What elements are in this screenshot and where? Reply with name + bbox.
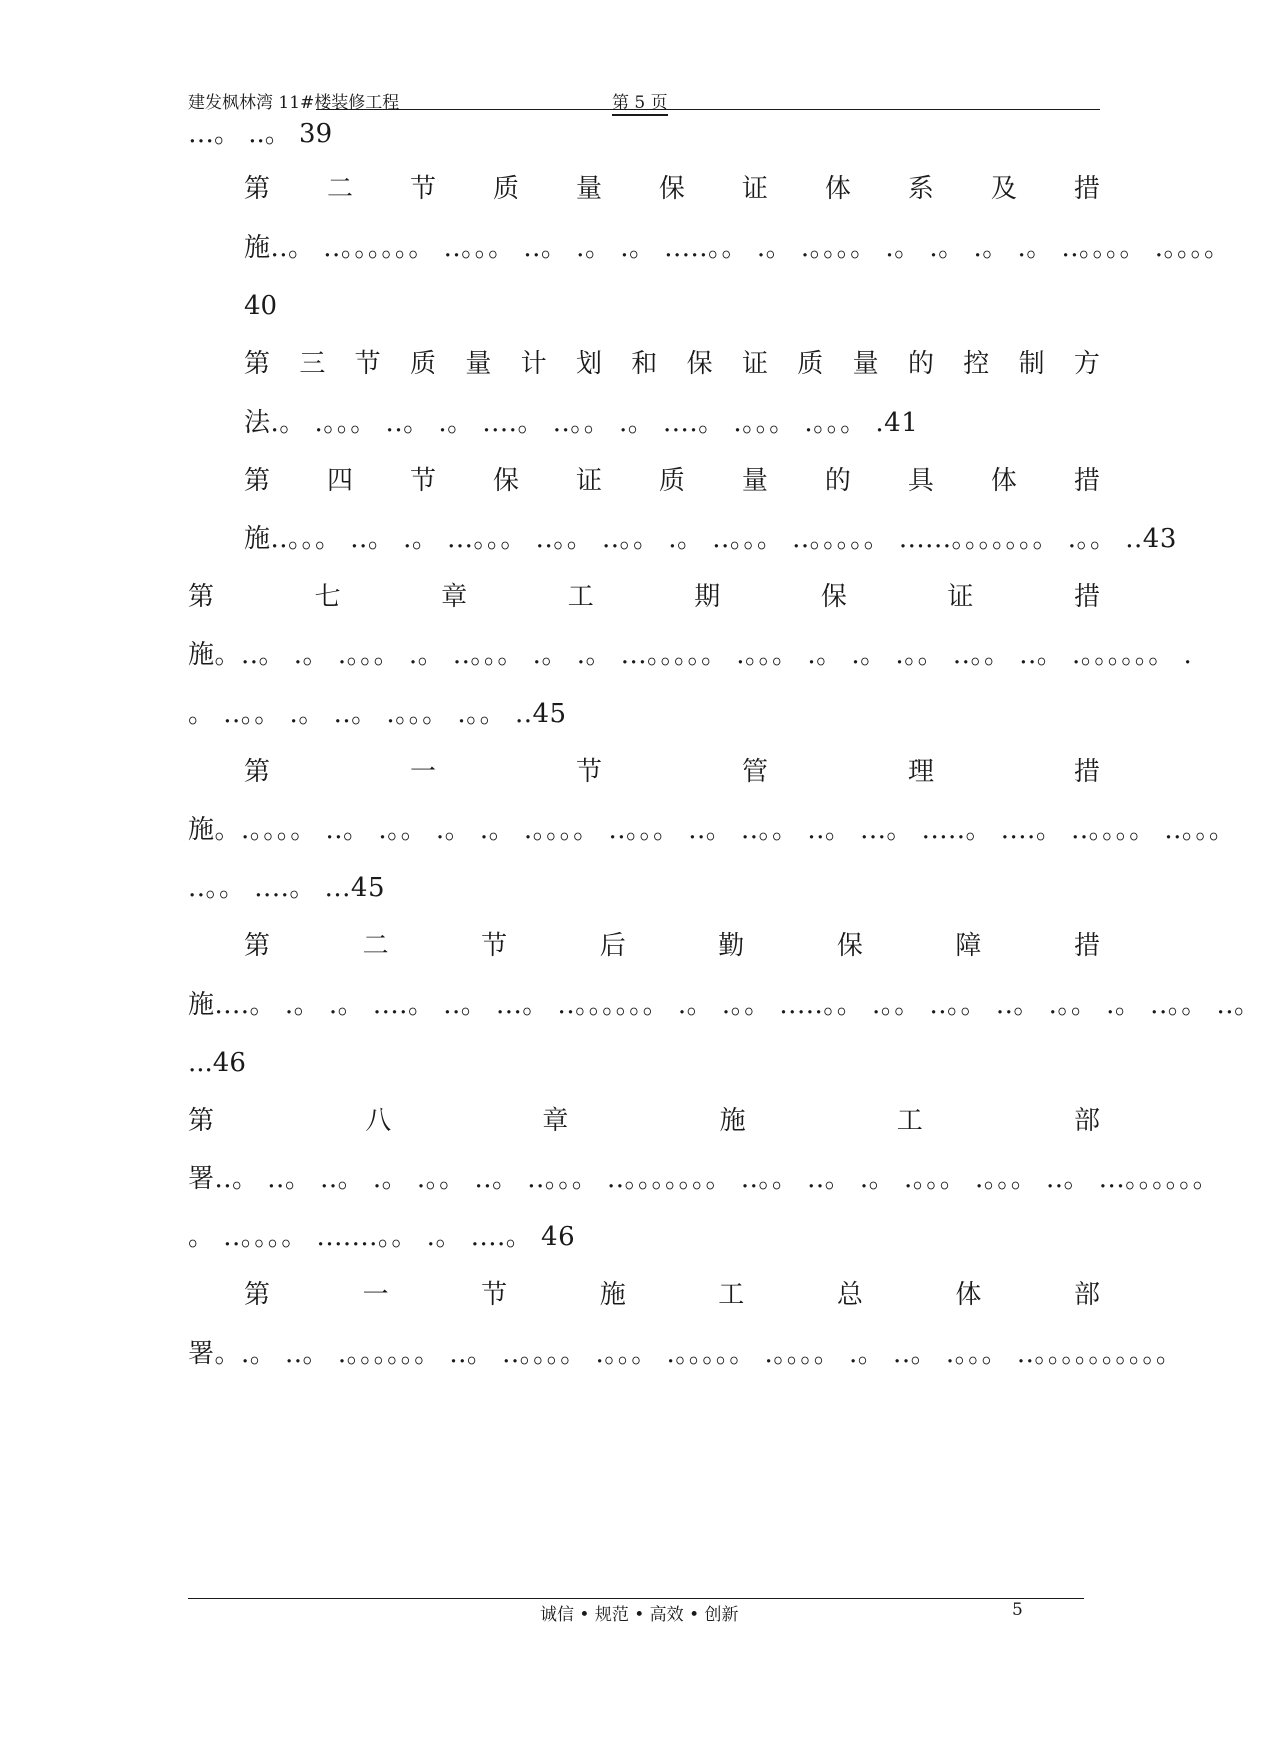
toc-leader-line: 署..。 ..。 ..。 .。 .。。 ..。 ..。。。 ..。。。。。。。 ..。。 ..。 .。 .。。。 .。。。 ..。 ...。。。。。。	[188, 1164, 1220, 1194]
toc-heading-char: 措	[1073, 466, 1100, 496]
toc-heading-char: 制	[1018, 349, 1045, 379]
toc-heading-char: 第	[188, 582, 215, 612]
toc-leader-line: 法.。 .。。。 ..。 .。 ....。 ..。。 .。 ....。 .。。。 .。。。 .41	[244, 408, 919, 438]
toc-heading-char: 证	[947, 582, 974, 612]
toc-heading-char: 的	[907, 349, 934, 379]
toc-heading-line	[244, 1275, 1100, 1315]
toc-heading-char: 八	[365, 1106, 392, 1136]
toc-heading-char: 量	[741, 466, 768, 496]
footer-page-number: 5	[1012, 1600, 1023, 1620]
toc-heading-char: 期	[694, 582, 721, 612]
toc-heading-char: 施	[719, 1106, 746, 1136]
toc-heading-line	[244, 169, 1100, 209]
toc-heading-char: 施	[599, 1280, 626, 1310]
toc-heading-char: 节	[481, 931, 508, 961]
toc-heading-char: 保	[820, 582, 847, 612]
toc-leader-line: 署。.。 ..。 .。。。。。。 ..。 ..。。。。 .。。。 .。。。。。 .。。。。 .。 ..。 .。。。 ..。。。。。。。。。。	[188, 1339, 1183, 1369]
toc-heading-char: 方	[1073, 349, 1100, 379]
toc-heading-char: 章	[441, 582, 468, 612]
toc-heading-char: 二	[326, 174, 353, 204]
toc-heading-char: 和	[631, 349, 658, 379]
toc-heading-char: 总	[836, 1280, 863, 1310]
footer-motto: 诚信 • 规范 • 高效 • 创新	[540, 1605, 739, 1625]
toc-leader-line: 施..。。。 ..。 .。 ...。。。 ..。。 ..。。 .。 ..。。。 ..。。。。。 ......。。。。。。。 .。。 ..43	[244, 524, 1177, 554]
toc-heading-char: 计	[520, 349, 547, 379]
toc-heading-char: 部	[1073, 1106, 1100, 1136]
toc-leader-line: 施....。 .。 .。 ....。 ..。 ...。 ..。。。。。。 .。 .。。 .....。。 .。。 ..。。 ..。 .。。 .。 ..。。 ..。	[188, 990, 1261, 1020]
toc-heading-char: 及	[990, 174, 1017, 204]
toc-heading-char: 工	[718, 1280, 745, 1310]
toc-heading-char: 措	[1073, 757, 1100, 787]
toc-heading-char: 四	[326, 466, 353, 496]
toc-heading-line	[244, 461, 1100, 501]
toc-line: …。 ..。 39	[188, 119, 333, 149]
toc-heading-char: 第	[188, 1106, 215, 1136]
toc-heading-char: 措	[1073, 582, 1100, 612]
header-project-title: 建发枫林湾 11#楼装修工程	[188, 93, 400, 113]
toc-heading-char: 工	[896, 1106, 923, 1136]
footer-rule	[188, 1598, 1084, 1599]
toc-chapter-line	[188, 1101, 1100, 1141]
toc-heading-char: 第	[244, 757, 271, 787]
toc-heading-char: 系	[907, 174, 934, 204]
toc-heading-char: 证	[741, 174, 768, 204]
toc-heading-char: 体	[955, 1280, 982, 1310]
header-rule	[316, 109, 1100, 110]
toc-heading-line	[244, 344, 1100, 384]
toc-heading-char: 第	[244, 1280, 271, 1310]
toc-heading-char: 一	[409, 757, 436, 787]
toc-heading-char: 质	[492, 174, 519, 204]
toc-line: 40	[244, 291, 278, 321]
toc-heading-char: 第	[244, 931, 271, 961]
toc-heading-char: 勤	[718, 931, 745, 961]
toc-heading-char: 节	[409, 174, 436, 204]
toc-heading-char: 三	[299, 349, 326, 379]
toc-heading-char: 具	[907, 466, 934, 496]
toc-chapter-line	[188, 577, 1100, 617]
toc-heading-char: 保	[836, 931, 863, 961]
toc-leader-line: 施..。 ..。。。。。。 ..。。。 ..。 .。 .。 .....。。 .。 .。。。。 .。 .。 .。 .。 ..。。。。 .。。。。	[244, 233, 1231, 263]
toc-heading-char: 第	[244, 466, 271, 496]
toc-heading-char: 保	[492, 466, 519, 496]
toc-heading-char: 节	[575, 757, 602, 787]
toc-heading-char: 的	[824, 466, 851, 496]
toc-heading-char: 二	[362, 931, 389, 961]
toc-heading-char: 质	[658, 466, 685, 496]
toc-heading-char: 章	[542, 1106, 569, 1136]
toc-heading-char: 节	[354, 349, 381, 379]
toc-heading-char: 质	[409, 349, 436, 379]
toc-heading-char: 量	[575, 174, 602, 204]
toc-heading-char: 划	[575, 349, 602, 379]
toc-heading-char: 第	[244, 349, 271, 379]
toc-heading-char: 第	[244, 174, 271, 204]
toc-heading-char: 工	[567, 582, 594, 612]
toc-heading-char: 保	[686, 349, 713, 379]
toc-heading-char: 后	[599, 931, 626, 961]
toc-heading-char: 节	[481, 1280, 508, 1310]
toc-heading-char: 体	[990, 466, 1017, 496]
toc-heading-char: 七	[314, 582, 341, 612]
toc-heading-char: 质	[797, 349, 824, 379]
toc-heading-char: 控	[963, 349, 990, 379]
toc-heading-line	[244, 926, 1100, 966]
toc-heading-char: 节	[409, 466, 436, 496]
toc-heading-char: 证	[741, 349, 768, 379]
toc-heading-char: 措	[1073, 931, 1100, 961]
toc-leader-line: 施。..。 .。 .。。。 .。 ..。。。 .。 .。 ...。。。。。 .。。。 .。 .。 .。。 ..。。 ..。 .。。。。。。 .	[188, 640, 1193, 670]
toc-heading-char: 措	[1073, 174, 1100, 204]
toc-heading-char: 量	[852, 349, 879, 379]
toc-heading-char: 证	[575, 466, 602, 496]
toc-leader-line: 。 ..。。 .。 ..。 .。。。 .。。 ..45	[188, 699, 567, 729]
toc-heading-char: 一	[362, 1280, 389, 1310]
toc-heading-char: 理	[907, 757, 934, 787]
toc-leader-line: 。 ..。。。。 .......。。 .。 ....。 46	[188, 1222, 576, 1252]
header-page-label: 第 5 页	[612, 88, 668, 116]
toc-leader-line: ..。。 ....。 ...45	[188, 873, 385, 903]
toc-heading-char: 量	[465, 349, 492, 379]
toc-heading-char: 障	[955, 931, 982, 961]
toc-heading-char: 体	[824, 174, 851, 204]
toc-heading-char: 保	[658, 174, 685, 204]
toc-heading-char: 管	[741, 757, 768, 787]
toc-heading-char: 部	[1073, 1280, 1100, 1310]
toc-heading-line	[244, 752, 1100, 792]
toc-leader-line: 施。.。。。。 ..。 .。。 .。 .。 .。。。。 ..。。。 ..。 ..。。 ..。 ...。 .....。 ....。 ..。。。。 ..。。。	[188, 815, 1236, 845]
toc-line: ...46	[188, 1048, 246, 1078]
